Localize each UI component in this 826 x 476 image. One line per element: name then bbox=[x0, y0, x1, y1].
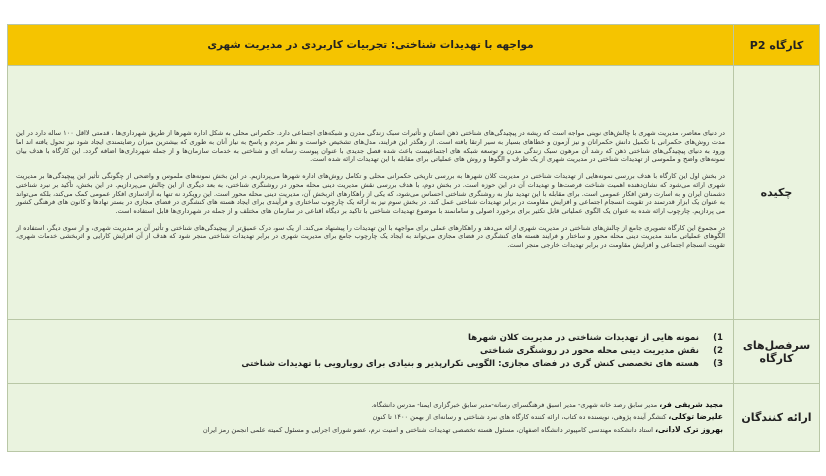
presenter-item bbox=[18, 424, 723, 436]
presenter-description: استاد دانشکده مهندسی کامپیوتر دانشگاه اصفهان، مسئول هسته تخصصی تهدیدات شناختی و امنیت نرم، عضو شورای اجرایی و مسئول کمیته علمی انجمن رمز ایران bbox=[202, 425, 656, 434]
topic-number: 3) bbox=[713, 358, 723, 369]
topics-list bbox=[8, 320, 734, 384]
abstract-paragraph-1: در دنیای معاصر، مدیریت شهری با چالش‌های نوینی مواجه است که ریشه در پیچیدگی‌های شناختی ذهن انسان و تأثیرات سبک زندگی مدرن و شبکه‌های اجتماعی دارد. حکمرانی محلی به شکل اداره شهرها از طریق شهرداری‌ها ، قدمتی لااقل ۱۰۰ ساله دارد در این مدت روش‌های حکمرانی با تکمیل دانش حکمرانان و نیز آزمون و خطاهای بسیار به سیر ارتقا یافته است. از رهگذر این فرایند، مدل‌های تشخیص خواست و نظر مردم و پاسخ به نیاز آنان به طوری که بیشترین میزان رضایتمندی ایجاد شود نیز تحول یافته اند اما ورود به دنیای پیچیدگی‌های شناختی ذهن که رشد آن مرهون سبک زندگی مدرن و توسعه شبکه های اجتماعیست باعث شده فصل جدیدی با عنوان پیوست رسانه ای و شناختی به خدمات سازمان‌ها و از جمله شهرداری‌ها اضافه گردد. این کارگاه با هدف بیان نمونه‌های واضح و ملموسی از تهدیدات شناختی در مدیریت شهری از یک طرف و الگوها و روش های عملیاتی برای مقابله با این تهدیدات ارائه شده است. bbox=[16, 129, 725, 164]
topic-text: هسته های تخصصی کنش گری در فضای مجازی: الگویی تکرارپذیر و بنیادی برای رویارویی با تهدیدات شناختی bbox=[241, 358, 699, 369]
topic-number: 2) bbox=[713, 346, 723, 357]
workshop-info-table bbox=[7, 24, 820, 452]
abstract-paragraph-2: در بخش اول این کارگاه با هدف بررسی نمونه‌هایی از تهدیدات شناختی در مدیریت کلان شهرها به بررسی تاریخی حکمرانی محلی و تکامل روش‌های اداره شهرها می‌پردازیم. در این بخش نمونه‌های ملموس و واضحی از چگونگی تأثیر این پیچیدگی‌ها بر مدیریت شهری ارائه می‌شود که نشان‌دهنده اهمیت شناخت فرصت‌ها و تهدیدات آن در این حوزه است. در بخش دوم، با هدف بررسی نقش مدیریت دینی محله محور در روشنگری شناختی، به بعد دیگری از این چالش می‌پردازیم. در این بخش، تأکید بر نبرد شناختی دشمنان ایران و به اسارت رفتن افکار عمومی است. برای مقابله با این تهدید نیاز به روشنگری شناختی احساس می‌شود، که یکی از راهکارهای اثربخش آن، مدیریت دینی محله محور است. این رویکرد نه تنها به آزادسازی افکار عمومی کمک می‌کند، بلکه می‌تواند به عنوان یک ابزار قدرتمند در تقویت انسجام اجتماعی و افزایش مقاومت در برابر تهدیدات شناختی عمل کند. در بخش سوم نیز به ارائه یک چارچوب ساختاری و فرآیندی برای ایجاد هسته های کنشگری در فضای مجازی در بستر نهادها و کانون های فرهنگی کشور می پردازیم. چارچوب ارائه شده به عنوان یک الگوی عملیاتی قابل تکثیر برای برخورد اصولی و سامانمند با موضوع تهدیدات شناختی با تاکید بر دیگاه اقناعی در سازمان های مختلف و از جمله در شهرداری‌ها قابل استفاده است. bbox=[16, 172, 725, 215]
topic-item bbox=[18, 345, 723, 358]
topics-row bbox=[8, 320, 820, 384]
presenter-name: بهروز ترک لادانی، bbox=[655, 424, 723, 434]
presenters-row bbox=[8, 384, 820, 452]
abstract-row bbox=[8, 66, 820, 320]
header-row bbox=[8, 25, 820, 66]
topic-text: نقش مدیریت دینی محله محور در روشنگری شناختی bbox=[479, 346, 699, 357]
topic-item bbox=[18, 332, 723, 345]
topic-item bbox=[18, 358, 723, 371]
presenters-list bbox=[8, 384, 734, 452]
presenter-item bbox=[18, 399, 723, 411]
presenters-label: ارائه کنندگان bbox=[734, 384, 820, 452]
workshop-info-table-container bbox=[7, 24, 819, 452]
workshop-title: مواجهه با تهدیدات شناختی: تجربیات کاربردی در مدیریت شهری bbox=[8, 25, 734, 66]
abstract-paragraph-3: در مجموع این کارگاه تصویری جامع از چالش‌های شناختی در مدیریت شهری ارائه می‌دهد و راهکارهای عملی برای مواجهه با این تهدیدات را پیشنهاد می‌کند. از یک سو، درک عمیق‌تر از پیچیدگی‌های شناختی و تأثیر آن بر مدیریت شهری، و از سوی دیگر، استفاده از الگوهای عملیاتی مانند مدیریت دینی محله محور و ساختار و فرایند هسته های کنشگری در فضای مجازی می‌تواند به ایجاد یک چارچوب جامع برای مدیریت شهری در برابر تهدیدات شناختی منجر شود که هدف از آن افزایش کارایی و اثربخشی خدمات شهری، تقویت انسجام اجتماعی و افزایش مقاومت در برابر تهدیدات خارجی منجر است. bbox=[16, 223, 725, 250]
presenter-item bbox=[18, 411, 723, 423]
presenter-description: کنشگر آینده پژوهی، نویسنده ده کتاب، ارائه کننده کارگاه های نبرد شناختی و رسانه‌ای از بهمن ۱۴۰۰ تا کنون bbox=[372, 413, 669, 422]
presenter-description: مدیر سابق رصد خانه شهری- مدیر اسبق فرهنگسرای رسانه-مدیر سابق خبرگزاری ایمنا- مدرس دانشگاه. bbox=[371, 401, 660, 410]
abstract-label: چکیده bbox=[734, 66, 820, 320]
topic-number: 1) bbox=[713, 333, 723, 344]
topic-text: نمونه هایی از تهدیدات شناختی در مدیریت کلان شهرها bbox=[467, 333, 699, 344]
abstract-body bbox=[8, 66, 734, 320]
topics-label: سرفصل‌های کارگاه bbox=[734, 320, 820, 384]
workshop-code: کارگاه P2 bbox=[734, 25, 820, 66]
presenter-name: علیرضا توکلی، bbox=[668, 412, 723, 422]
presenter-name: مجید شریفی فر، bbox=[659, 400, 723, 410]
